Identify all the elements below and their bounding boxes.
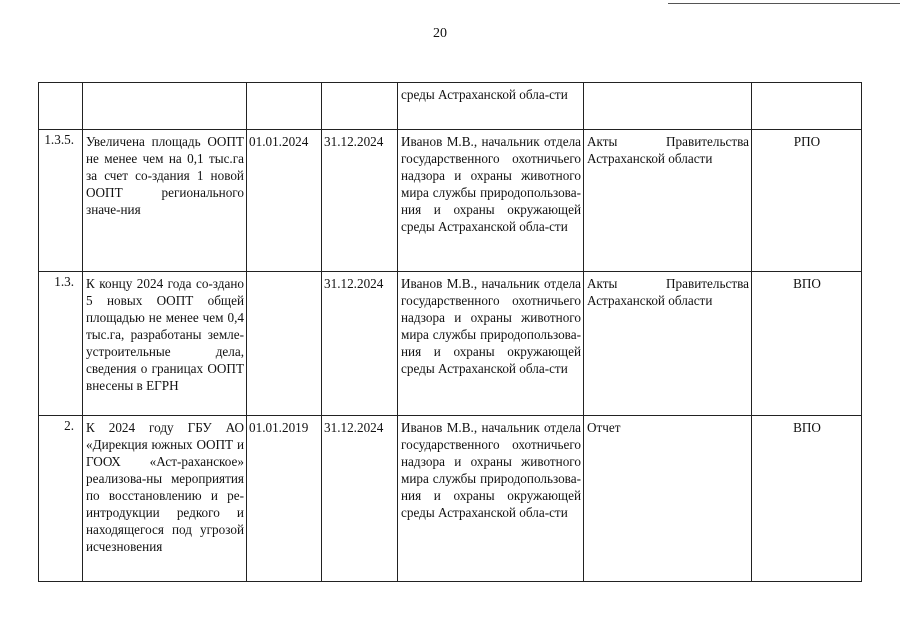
table-row [39, 416, 862, 582]
start-date-cell: 01.01.2024 [247, 130, 322, 272]
description-cell: К концу 2024 года со-здано 5 новых ООПТ общей площадью не менее чем 0,4 тыс.га, разработаны земле-устроительные дела, сведения о границах ООПТ внесены в ЕГРН [83, 272, 247, 416]
document-type-cell: Акты Правительства Астраханской области [584, 272, 752, 416]
item-number-cell: 1.3. [39, 272, 83, 416]
table-row [39, 272, 862, 416]
item-number-cell [39, 83, 83, 130]
control-type-cell: ВПО [752, 272, 862, 416]
item-number-cell: 2. [39, 416, 83, 582]
end-date-cell [322, 83, 398, 130]
start-date-cell [247, 83, 322, 130]
table-row [39, 83, 862, 130]
control-type-cell [752, 83, 862, 130]
document-type-cell: Отчет [584, 416, 752, 582]
table-row [39, 130, 862, 272]
document-type-cell: Акты Правительства Астраханской области [584, 130, 752, 272]
description-cell: К 2024 году ГБУ АО «Дирекция южных ООПТ и ГООХ «Аст-раханское» реализова-ны мероприятия по восстановлению и ре-интродукции редкого и находящегося под угрозой исчезновения [83, 416, 247, 582]
responsible-cell: среды Астраханской обла-сти [398, 83, 584, 130]
responsible-cell: Иванов М.В., начальник отдела государственного охотничьего надзора и охраны животного мира службы природопользова-ния и охраны окружающей среды Астраханской обла-сти [398, 416, 584, 582]
item-number-cell: 1.3.5. [39, 130, 83, 272]
responsible-cell: Иванов М.В., начальник отдела государственного охотничьего надзора и охраны животного мира службы природопользова-ния и охраны окружающей среды Астраханской обла-сти [398, 130, 584, 272]
control-type-cell: ВПО [752, 416, 862, 582]
start-date-cell: 01.01.2019 [247, 416, 322, 582]
start-date-cell [247, 272, 322, 416]
description-cell [83, 83, 247, 130]
end-date-cell: 31.12.2024 [322, 272, 398, 416]
description-cell: Увеличена площадь ООПТ не менее чем на 0,1 тыс.га за счет со-здания 1 новой ООПТ регионального значе-ния [83, 130, 247, 272]
control-type-cell: РПО [752, 130, 862, 272]
end-date-cell: 31.12.2024 [322, 416, 398, 582]
page-number: 20 [433, 26, 447, 41]
document-table [38, 82, 862, 582]
header-rule [668, 3, 900, 4]
end-date-cell: 31.12.2024 [322, 130, 398, 272]
document-type-cell [584, 83, 752, 130]
responsible-cell: Иванов М.В., начальник отдела государственного охотничьего надзора и охраны животного мира службы природопользова-ния и охраны окружающей среды Астраханской обла-сти [398, 272, 584, 416]
